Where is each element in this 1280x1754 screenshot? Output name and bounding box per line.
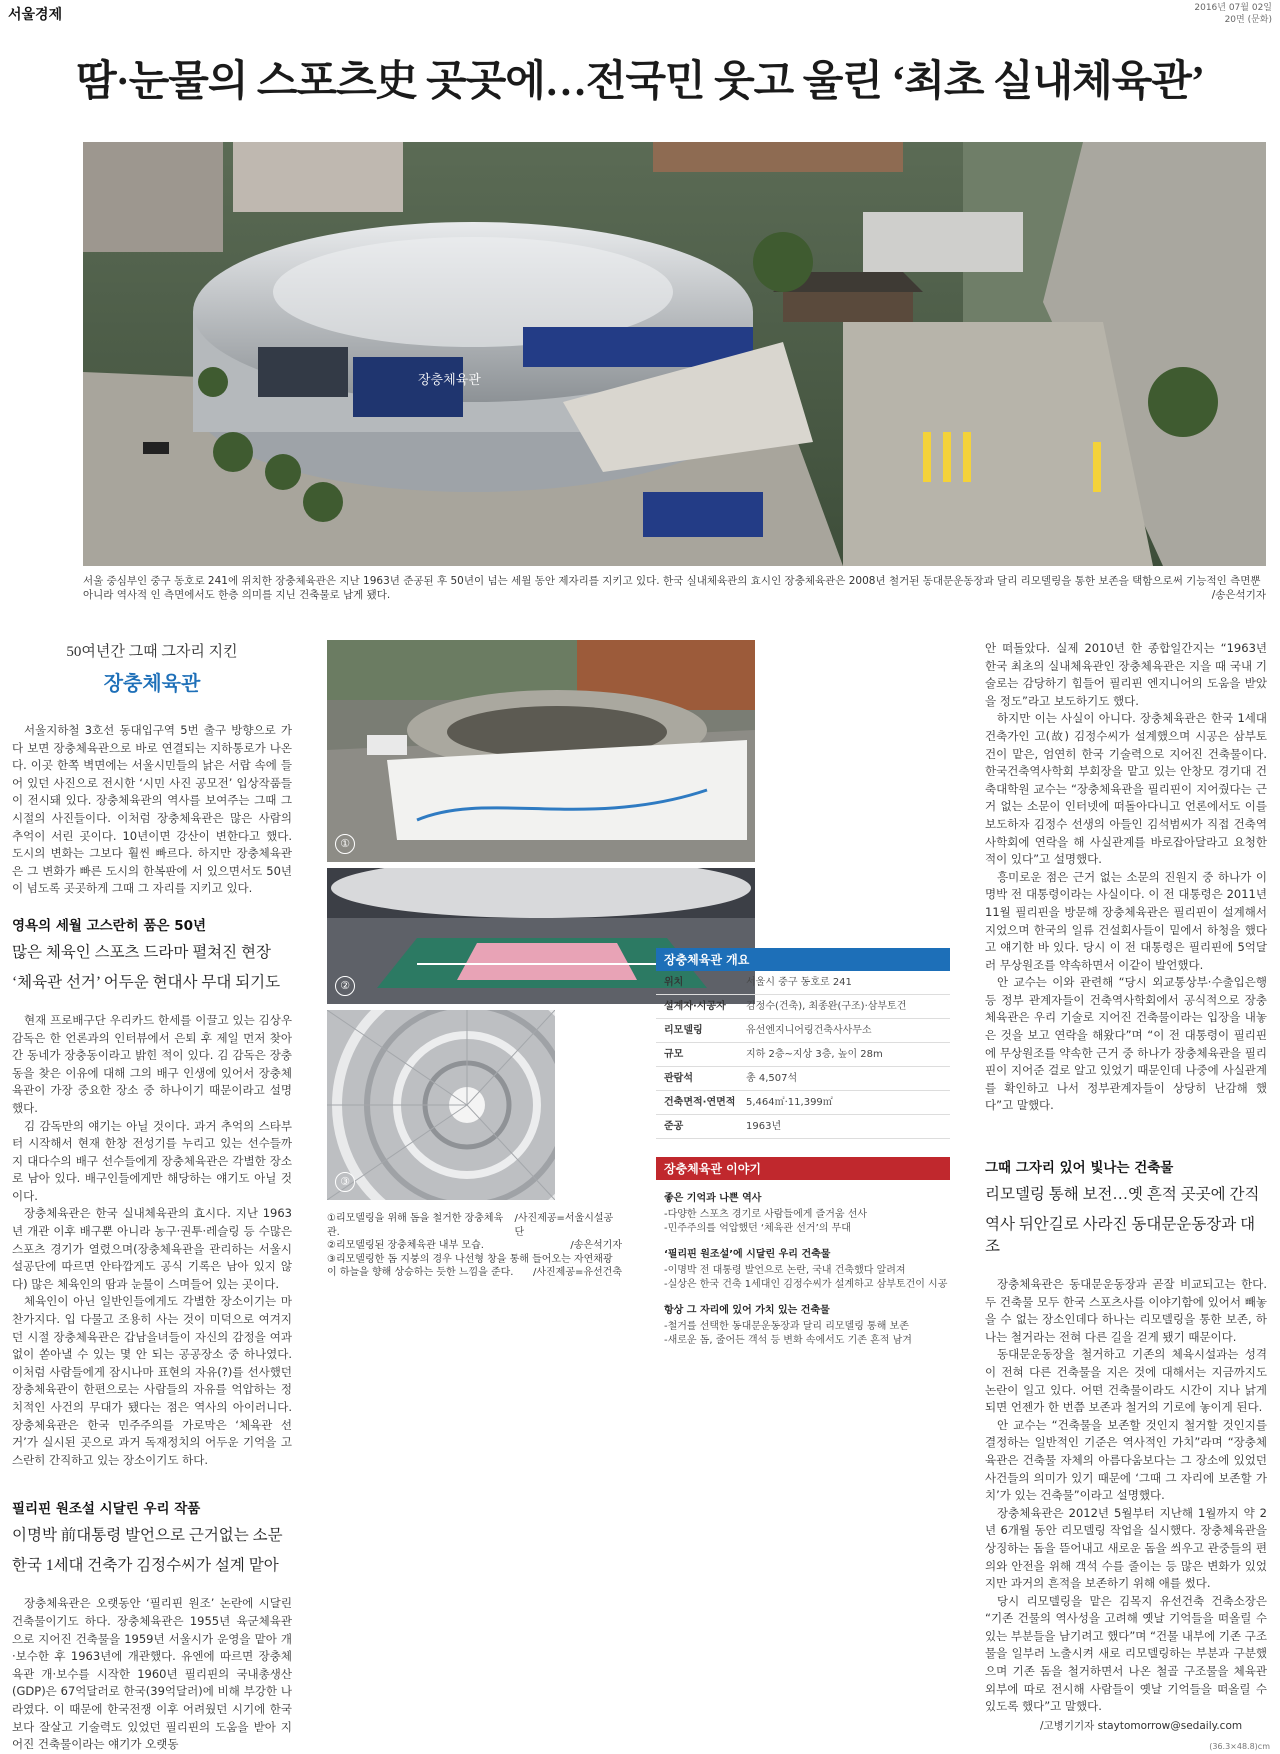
byline: /고병기기자 staytomorrow@sedaily.com [1040, 1720, 1243, 1732]
section3-p2: 동대문운동장을 철거하고 기존의 체육시설과는 성격이 전혀 다른 건축물을 지은 것에 대해서는 지금까지도 논란이 일고 있다. 어떤 건축물이라도 시간이 지나 낡게 되면 언젠가 한 번쯤 보존과 철거의 기로에 놓이게 된다. [985, 1347, 1267, 1415]
overview-row: 위치 서울시 중구 동호로 241 [656, 971, 950, 995]
section1-p4: 체육인이 아닌 일반인들에게도 각별한 장소이기는 마찬가지다. 입 다물고 조용히 사는 것이 미덕으로 여겨지던 시절 장충체육관은 갑남을녀들이 자신의 감정을 여과 없이 쏟아낼 수 있는 몇 안 되는 공공장소 중 하나였다. 이처럼 사람들에게 잠시나마 표현의 자유(?)를 선사했던 장충체육관이 한편으로는 사람들의 자유를 억압하는 정치적인 사건의 무대가 됐다는 점은 역사의 아이러니다. 장충체육관은 한국 민주주의를 가로막은 ‘체육관 선거’가 실시된 곳으로 과거 독재정치의 어두운 기억을 고스란히 간직하고 있는 장소이기도 하다. [12, 1294, 292, 1467]
main-photo [83, 142, 1266, 566]
overview-row: 규모 지하 2층~지상 3층, 높이 28m [656, 1043, 950, 1067]
section3-sub1: 리모델링 통해 보전…옛 흔적 곳곳에 간직 [985, 1186, 1260, 1203]
story-group: 좋은 기억과 나쁜 역사 -다양한 스포츠 경기로 사람들에게 즐거움 선사 -민주주의를 억압했던 ‘체육관 선거’의 무대 [664, 1193, 868, 1234]
section1-sub1: 많은 체육인 스포츠 드라마 펼쳐진 현장 [12, 943, 271, 961]
section2-sub2: 한국 1세대 건축가 김정수씨가 설계 맡아 [12, 1557, 279, 1575]
section1-p2: 김 감독만의 얘기는 아닐 것이다. 과거 추억의 스타부터 시작해서 현재 한창 전성기를 누리고 있는 선수들까지 대다수의 배구 선수들에게 장충체육관은 각별한 장소로 남아 있다. 배구인들에게만 해당하는 얘기도 아닐 것이다. [12, 1118, 292, 1203]
page-size: (36.3×48.8)cm [1209, 1742, 1270, 1751]
story-title: 장충체육관 이야기 [656, 1157, 950, 1180]
photo-number: ① [335, 834, 355, 854]
feature-kicker: 50여년간 그때 그자리 지킨 [66, 644, 238, 660]
section: 20면 (문화) [1224, 15, 1272, 25]
photo-demolition [327, 640, 755, 862]
info-box [656, 948, 950, 1348]
section3 [985, 1142, 1267, 1716]
section2-body [12, 1595, 292, 1753]
col4-p2: 하지만 이는 사실이 아니다. 장충체육관은 한국 1세대 건축가인 고(故) 김정수씨가 설계했으며 시공은 삼부토건이 맡은, 엄연히 한국 기술력으로 지어진 건축물이다. 한국건축역사학회 부회장을 맡고 있는 안창모 경기대 건축대학원 교수는 “장충체육관을 필리핀이 지어줬다는 근거 없는 소문이 인터넷에 떠돌아다니고 언론에서도 이를 보도하자 김정수 선생의 아들인 김석범씨가 직접 건축역사학회에 연락을 해 사실관계를 바로잡아달라고 요청한 적이 있다”고 설명했다. [985, 711, 1267, 867]
section3-p5: 당시 리모델링을 맡은 김목지 유선건축 건축소장은 “기존 건물의 역사성을 고려해 옛날 기억들을 떠올릴 수 있는 부분들을 남기려고 했다”며 “건물 내부에 기존 구조물을 일부러 노출시켜 새로 리모델링하는 부분과 구분했으며 기존 돔을 철거하면서 나온 철골 구조물을 체육관 외부에 따로 전시해 사람들이 옛날 기억들을 떠올릴 수 있도록 했다”고 말했다. [985, 1593, 1267, 1714]
date: 2016년 07월 02일 [1194, 3, 1272, 13]
main-photo-caption [83, 574, 1266, 602]
overview-row: 설계자·시공자 김정수(건축), 최종완(구조)·삼부토건 [656, 995, 950, 1019]
photo-caption-1: ①리모델링을 위해 돔을 철거한 장충체육관. /사진제공=서울시설공단 [327, 1213, 614, 1238]
story-group: 항상 그 자리에 있어 가치 있는 건축물 -철거를 선택한 동대문운동장과 달리 리모델링 통해 보존 -새로운 돔, 줄어든 객석 등 변화 속에서도 기존 흔적 남겨 [664, 1305, 912, 1346]
photo-dome [327, 1010, 555, 1200]
caption-credit: /송은석기자 [1211, 589, 1266, 601]
stadium-aerial-image [83, 142, 1266, 566]
dome-ceiling-image [327, 1010, 555, 1200]
section3-p4: 장충체육관은 2012년 5월부터 지난해 1월까지 약 2년 6개월 동안 리모델링 작업을 실시했다. 장충체육관을 상징하는 돔을 뜯어내고 새로운 돔을 씌우고 관중들의 편의와 안전을 위해 객석 수를 줄이는 등 많은 변화가 있었지만 과거의 흔적을 보존하기 위해 애를 썼다. [985, 1505, 1267, 1591]
col4-body [985, 640, 1267, 1115]
section3-heading: 그때 그자리 있어 빛나는 건축물 [985, 1160, 1174, 1176]
col4-p4: 안 교수는 이와 관련해 “당시 외교통상부·수출입은행 등 정부 관계자들이 건축역사학회에서 공식적으로 장충체육관은 우리 기술로 지어진 건축물이라는 입장을 내놓은 것을 보고 연락을 해왔다”며 “이 전 대통령이 필리핀에 무상원조를 약속한 근거 중 하나가 장충체육관을 필리핀이 지어준 걸로 알고 있었기 때문인데 나중에 사실관계를 확인하고 나서 정부관계자들이 상당히 난감해 했다”고 말했다. [985, 975, 1267, 1113]
feature-title: 장충체육관 [103, 671, 201, 695]
section1-p1: 현재 프로배구단 우리카드 한세를 이끌고 있는 김상우 감독은 한 언론과의 인터뷰에서 은퇴 후 제일 먼저 찾아간 동네가 장충동이라고 밝힌 적이 있다. 김 감독은 장충동을 찾은 이유에 대해 그의 배구 인생에 있어서 장충체육관이 가장 중요한 장소 중 하나이기 때문이라고 설명했다. [12, 1012, 292, 1115]
section1-sub2: ‘체육관 선거’ 어두운 현대사 무대 되기도 [12, 973, 281, 991]
overview-row: 준공 1963년 [656, 1115, 950, 1139]
section1-p3: 장충체육관은 한국 실내체육관의 효시다. 지난 1963년 개관 이후 배구뿐 아니라 농구·권투·레슬링 등 수많은 스포츠 경기가 열렸으며(장충체육관을 관리하는 서울시설공단에 따르면 안타깝게도 공식 기록은 남아 있지 않다) 많은 체육인의 땀과 눈물이 스며들어 있는 곳이다. [12, 1206, 292, 1291]
section3-p3: 안 교수는 “건축물을 보존할 것인지 철거할 것인지를 결정하는 일반적인 기준은 역사적인 가치”라며 “장충체육관은 건축물 자체의 아름다움보다는 그 장소에 있었던 사건들의 의미가 있기 때문에 ‘그때 그 자리에 보존할 가치’가 있는 건축물”이라고 설명했다. [985, 1417, 1267, 1503]
section3-body [985, 1276, 1267, 1716]
masthead: 서울경제 [8, 7, 63, 23]
section2-p1: 장충체육관은 오랫동안 ‘필리핀 원조’ 논란에 시달린 건축물이기도 하다. 장충체육관은 1955년 육군체육관으로 지어진 건축물을 1959년 서울시가 운영을 맡아 개·보수한 후 1963년에 개관했다. 유엔에 따르면 장충체육관 개·보수를 시작한 1960년 필리핀의 국내총생산(GDP)은 67억달러로 한국(39억달러)에 비해 부강한 나라였다. 이 때문에 한국전쟁 이후 어려웠던 시기에 한국보다 잘살고 기술력도 있었던 필리핀의 도움을 받아 지어진 건축물이라는 얘기가 오랫동 [12, 1596, 292, 1752]
photo-caption-3: ③리모델링한 돔 지붕의 경우 나선형 창을 통해 들어오는 자연채광이 하늘을 향해 상승하는 듯한 느낌을 준다. /사진제공=유선건축 [327, 1253, 622, 1278]
section1-body [12, 1012, 292, 1469]
section2-sub1: 이명박 前대통령 발언으로 근거없는 소문 [12, 1527, 283, 1545]
intro-paragraph: 서울지하철 3호선 동대입구역 5번 출구 방향으로 가다 보면 장충체육관으로 바로 연결되는 지하통로가 나온다. 이곳 한쪽 벽면에는 서울시민들의 낡은 서랍 속에 들어 있던 사진으로 전시한 ‘시민 사진 공모전’ 입상작품들이 전시돼 있다. 장충체육관의 역사를 보여주는 그때 그 시절의 사진들이다. 이처럼 장충체육관은 많은 사람의 추억이 서린 곳이다. 10년이면 강산이 변한다고 했다. 도시의 변화는 그보다 훨씬 빠르다. 하지만 장충체육관은 그 변화가 빠른 도시의 한복판에 서 있으면서도 50년이 넘도록 곳곳하게 그때 그 자리를 지키고 있다. [12, 723, 292, 896]
photo-caption-2: ②리모델링된 장충체육관 내부 모습. /송은석기자 [327, 1240, 622, 1251]
story-group: ‘필리핀 원조설’에 시달린 우리 건축물 -이명박 전 대통령 발언으로 논란, 국내 건축했다 알려져 -실상은 한국 건축 1세대인 김정수씨가 설계하고 삼부토건이 시공 [664, 1249, 948, 1290]
section3-p1: 장충체육관은 동대문운동장과 곧잘 비교되고는 한다. 두 건축물 모두 한국 스포츠사를 이야기함에 있어서 빼놓을 수 없는 장소인데다 하나는 리모델링을 통한 보존, 하나는 철거라는 전혀 다른 길을 걷게 됐기 때문이다. [985, 1277, 1267, 1344]
venue-sign-text: 장충체육관 [418, 373, 481, 388]
column-1 [12, 640, 292, 1754]
caption-text: 서울 중심부인 중구 동호로 241에 위치한 장충체육관은 지난 1963년 준공된 후 50년이 넘는 세월 동안 제자리를 지키고 있다. 한국 실내체육관의 효시인 장충체육관은 2008년 철거된 동대문운동장과 달리 리모델링을 통한 보존을 택함으로써 기능적인 측면뿐 아니라 역사적 인 측면에서도 한층 의미를 지닌 건축물로 남게 됐다. [83, 575, 1261, 601]
overview-row: 건축면적·연면적 5,464㎡·11,399㎡ [656, 1091, 950, 1115]
col4-p1: 안 떠돌았다. 실제 2010년 한 종합일간지는 “1963년 한국 최초의 실내체육관인 장충체육관은 지을 때 국내 기술로는 감당하기 힘들어 필리핀 엔지니어의 도움을 받았을 정도”라고 보도하기도 했다. [985, 641, 1267, 708]
demolition-image [327, 640, 755, 862]
headline: 땀·눈물의 스포츠史 곳곳에…전국민 웃고 울린 ‘최초 실내체육관’ [76, 59, 1204, 105]
photo-number: ② [335, 976, 355, 996]
section2-heading: 필리핀 원조설 시달린 우리 작품 [12, 1501, 201, 1518]
overview-table [656, 971, 950, 1139]
col4-p3: 흥미로운 점은 근거 없는 소문의 진원지 중 하나가 이명박 전 대통령이라는 사실이다. 이 전 대통령은 2011년 11월 필리핀을 방문해 장충체육관은 필리핀이 설계해서 지었으며 한국의 일류 건설회사들이 밑에서 하청을 했다고 얘기한 바 있다. 당시 이 전 대통령은 필리핀에 5억달러 무상원조를 약속하면서 이같이 발언했다. [985, 869, 1267, 972]
column-4 [985, 640, 1267, 1115]
section3-sub2: 역사 뒤안길로 사라진 동대문운동장과 대조 [985, 1216, 1256, 1255]
overview-title: 장충체육관 개요 [656, 948, 950, 971]
dateline [1194, 2, 1272, 26]
photo-number: ③ [335, 1172, 355, 1192]
section1-heading: 영욕의 세월 고스란히 품은 50년 [12, 917, 207, 934]
overview-row: 리모델링 유선엔지니어링건축사사무소 [656, 1019, 950, 1043]
overview-row: 관람석 총 4,507석 [656, 1067, 950, 1091]
